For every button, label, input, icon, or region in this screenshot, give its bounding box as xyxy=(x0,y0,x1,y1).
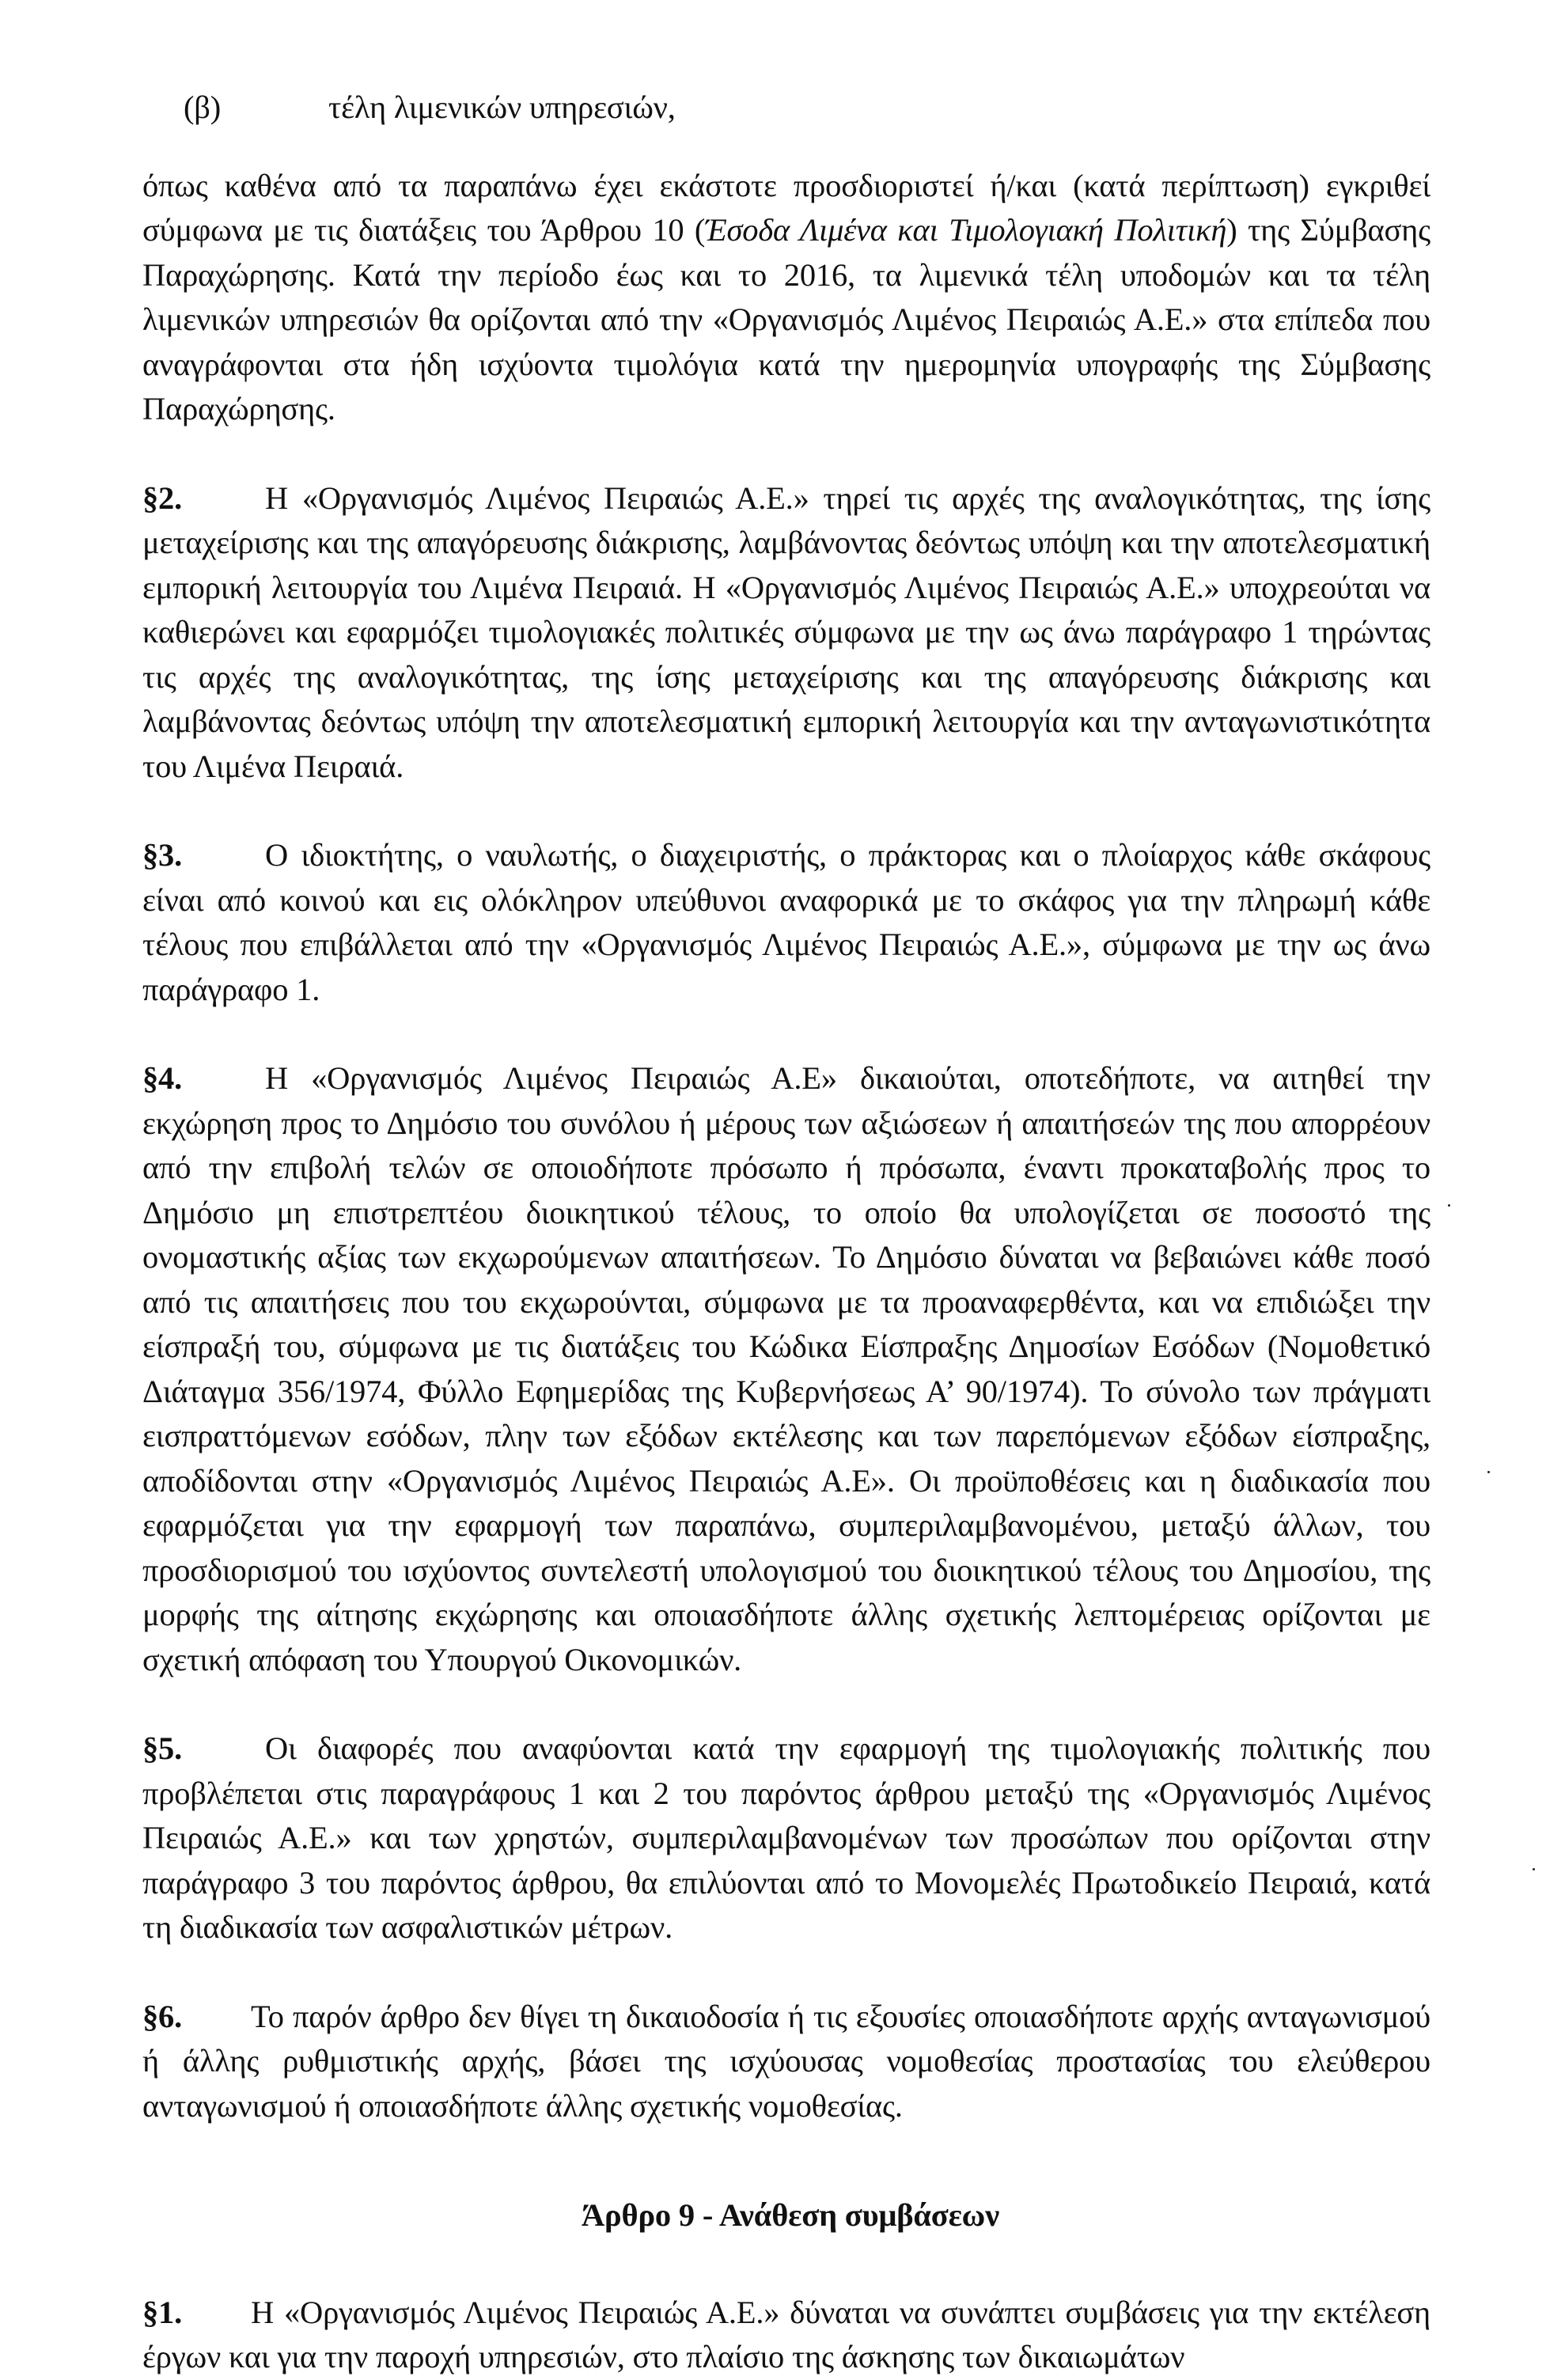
section-number: §5. xyxy=(142,1730,183,1766)
intro-paragraph xyxy=(142,164,1430,432)
scan-artifact-dot xyxy=(1533,1868,1535,1870)
intro-italic-reference: Έσοδα Λιμένα και Τιμολογιακή Πολιτική xyxy=(705,212,1227,248)
section-number: §4. xyxy=(142,1060,183,1096)
section-text: Η «Οργανισμός Λιμένος Πειραιώς Α.Ε.» δύναται να συνάπτει συμβάσεις για την εκτέλεση έργων και για την παροχή υπηρεσιών, στο πλαίσιο της άσκησης των δικαιωμάτων xyxy=(142,2294,1430,2374)
section-2 xyxy=(142,476,1430,790)
article-heading: Άρθρο 9 - Ανάθεση συμβάσεων xyxy=(582,2197,999,2233)
section-text: Η «Οργανισμός Λιμένος Πειραιώς Α.Ε.» τηρεί τις αρχές της αναλογικότητας, της ίσης μεταχείρισης και της απαγόρευσης διάκρισης, λαμβάνοντας δεόντως υπόψη και την αποτελεσματική εμπορική λειτουργία του Λιμένα Πειραιά. Η «Οργανισμός Λιμένος Πειραιώς Α.Ε.» υποχρεούται να καθιερώνει και εφαρμόζει τιμολογιακές πολιτικές σύμφωνα με την ως άνω παράγραφο 1 τηρώντας τις αρχές της αναλογικότητας, της ίσης μεταχείρισης και της απαγόρευσης διάκρισης και λαμβάνοντας δεόντως υπόψη την αποτελεσματική εμπορική λειτουργία και την ανταγωνιστικότητα του Λιμένα Πειραιά. xyxy=(142,479,1430,784)
section-number: §2. xyxy=(142,479,183,516)
list-item-b xyxy=(142,85,1430,131)
section-5 xyxy=(142,1726,1430,1950)
list-item-label: (β) xyxy=(184,89,221,125)
section-number: §3. xyxy=(142,837,183,873)
section-4 xyxy=(142,1056,1430,1682)
section-number: §1. xyxy=(142,2294,183,2330)
section-text: Το παρόν άρθρο δεν θίγει τη δικαιοδοσία ή τις εξουσίες οποιασδήποτε αρχής ανταγωνισμού ή άλλης ρυθμιστικής αρχής, βάσει της ισχύουσας νομοθεσίας προστασίας του ελεύθερου ανταγωνισμού ή οποιασδήποτε άλλης σχετικής νομοθεσίας. xyxy=(142,1998,1430,2124)
section-text: Οι διαφορές που αναφύονται κατά την εφαρμογή της τιμολογιακής πολιτικής που προβλέπεται στις παραγράφους 1 και 2 του παρόντος άρθρου μεταξύ της «Οργανισμός Λιμένος Πειραιώς Α.Ε.» και των χρηστών, συμπεριλαμβανομένων των προσώπων που ορίζονται στην παράγραφο 3 του παρόντος άρθρου, θα επιλύονται από το Μονομελές Πρωτοδικείο Πειραιά, κατά τη διαδικασία των ασφαλιστικών μέτρων. xyxy=(142,1730,1430,1945)
section-text: Ο ιδιοκτήτης, ο ναυλωτής, ο διαχειριστής, ο πράκτορας και ο πλοίαρχος κάθε σκάφους είναι από κοινού και εις ολόκληρον υπεύθυνοι αναφορικά με το σκάφος για την πληρωμή κάθε τέλους που επιβάλλεται από την «Οργανισμός Λιμένος Πειραιώς Α.Ε.», σύμφωνα με την ως άνω παράγραφο 1. xyxy=(142,837,1430,1007)
intro-text-before: όπως καθένα από τα παραπάνω έχει εκάστοτε προσδιοριστεί ή/και (κατά περίπτωση) εγκριθεί σύμφωνα με τις διατάξεις του Άρθρου 10 ( xyxy=(142,167,1430,248)
document-body xyxy=(142,79,1430,2380)
section-text: Η «Οργανισμός Λιμένος Πειραιώς Α.Ε» δικαιούται, οποτεδήποτε, να αιτηθεί την εκχώρηση προς το Δημόσιο του συνόλου ή μέρους των αξιώσεων ή απαιτήσεών της που απορρέουν από την επιβολή τελών σε οποιοδήποτε πρόσωπο ή πρόσωπα, έναντι προκαταβολής προς το Δημόσιο μη επιστρεπτέου διοικητικού τέλους, το οποίο θα υπολογίζεται σε ποσοστό της ονομαστικής αξίας των εκχωρούμενων απαιτήσεων. Το Δημόσιο δύναται να βεβαιώνει κάθε ποσό από τις απαιτήσεις που του εκχωρούνται, σύμφωνα με τα προαναφερθέντα, και να επιδιώξει την είσπραξή του, σύμφωνα με τις διατάξεις του Κώδικα Είσπραξης Δημοσίων Εσόδων (Νομοθετικό Διάταγμα 356/1974, Φύλλο Εφημερίδας της Κυβερνήσεως Α’ 90/1974). Το σύνολο των πράγματι εισπραττόμενων εσόδων, πλην των εξόδων εκτέλεσης και των παρεπόμενων εξόδων είσπραξης, αποδίδονται στην «Οργανισμός Λιμένος Πειραιώς Α.Ε». Οι προϋποθέσεις και η διαδικασία που εφαρμόζεται για την εφαρμογή των παραπάνω, συμπεριλαμβανομένου, μεταξύ άλλων, του προσδιορισμού του ισχύοντος συντελεστή υπολογισμού του διοικητικού τέλους του Δημοσίου, της μορφής της αίτησης εκχώρησης και οποιασδήποτε άλλης σχετικής λεπτομέρειας ορίζονται με σχετική απόφαση του Υπουργού Οικονομικών. xyxy=(142,1060,1430,1677)
intro-text-after: ) της Σύμβασης Παραχώρησης. Κατά την περίοδο έως και το 2016, τα λιμενικά τέλη υποδομών και τα τέλη λιμενικών υπηρεσιών θα ορίζονται από την «Οργανισμός Λιμένος Πειραιώς Α.Ε.» στα επίπεδα που αναγράφονται στα ήδη ισχύοντα τιμολόγια κατά την ημερομηνία υπογραφής της Σύμβασης Παραχώρησης. xyxy=(142,212,1430,426)
section-6 xyxy=(142,1995,1430,2129)
article-9-section-1 xyxy=(142,2291,1430,2380)
list-item-text: τέλη λιμενικών υπηρεσιών, xyxy=(328,89,676,125)
scan-artifact-dot xyxy=(1448,1204,1450,1207)
section-3 xyxy=(142,833,1430,1012)
section-number: §6. xyxy=(142,1998,183,2034)
scan-artifact-dot xyxy=(1487,1471,1490,1473)
